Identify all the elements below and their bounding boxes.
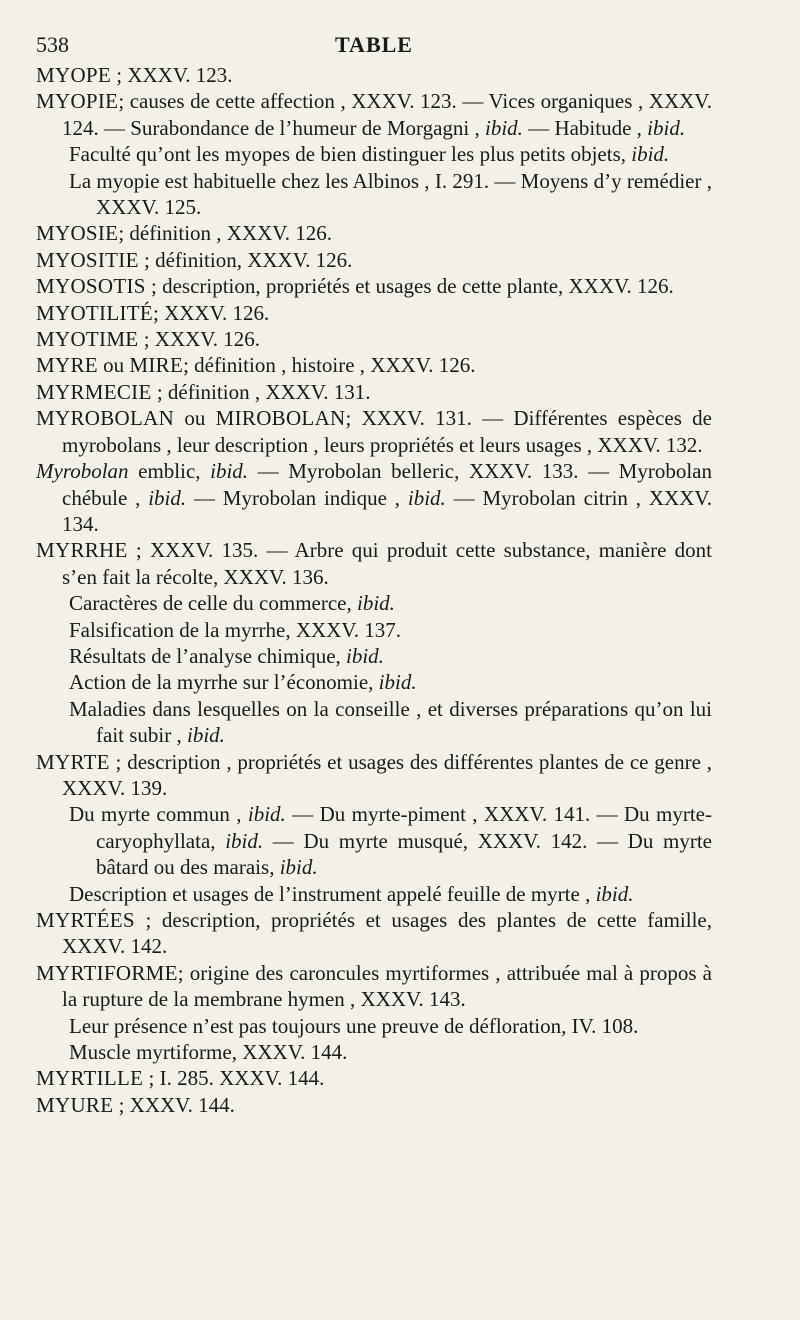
italic-text: ibid. [148,485,187,510]
index-entry [36,907,712,960]
entry-headword: MYROBOLAN [36,406,175,431]
index-subentry [36,643,712,669]
page-number: 538 [36,32,69,57]
index-entry [36,405,712,458]
italic-text: ibid. [631,142,670,167]
index-subentry [36,590,712,616]
entry-text: ; définition, XXXV. 126. [138,247,353,272]
entry-headword: MYRMECIE [36,379,152,404]
entry-headword: MYOSITIE [36,247,139,272]
entry-text: — Du myrte musqué, XXXV. 142. — Du myrte bâtard ou des marais, [96,828,712,880]
entry-headword: MYOTIME [36,327,139,352]
index-entry [36,62,712,88]
index-subentry [36,696,712,749]
entry-text: emblic, [128,459,211,484]
italic-text: ibid. [210,459,249,484]
italic-text: ibid. [378,670,417,695]
italic-text: ibid. [485,115,523,140]
entry-text: ; définition , histoire , XXXV. 126. [183,353,476,378]
entry-text: Description et usages de l’instrument appelé feuille de myrte , [69,881,596,906]
index-entry [36,273,712,299]
italic-text: ibid. [647,115,686,140]
entry-headword: MYRE [36,353,98,378]
entry-text: Leur présence n’est pas toujours une preuve de défloration, IV. 108. [69,1013,639,1038]
entry-text: — Du myrte-piment , XXXV. 141. — Du myrte-caryophyllata, [96,802,712,853]
index-subentry [36,141,712,167]
index-subentry [36,1039,712,1065]
italic-text: ibid. [225,828,264,853]
entry-text: ; XXXV. 126. [153,300,270,325]
entry-text: Action de la myrrhe sur l’économie, [69,670,379,695]
entry-text: ; XXXV. 135. — Arbre qui produit cette substance, manière dont s’en fait la récolte, XXXV. 136. [62,538,712,589]
entry-headword: MYRTE [36,749,110,774]
index-entry [36,247,712,273]
italic-text: ibid. [357,591,395,616]
index-subentry [36,1013,712,1039]
italic-text: Myrobolan [36,459,129,484]
entry-text: ; XXXV. 144. [113,1092,235,1117]
entry-text: Du myrte commun , [69,802,248,827]
entry-headword: MYOPIE [36,89,119,114]
index-subentry [36,881,712,907]
italic-text: ibid. [186,723,225,748]
entry-text: ; XXXV. 126. [138,327,260,352]
entry-headword: MYOPE [36,63,112,87]
entry-text: ou [174,406,216,431]
index-subentry [36,669,712,695]
italic-text: ibid. [279,855,318,880]
entry-text: ; causes de cette affection , XXXV. 123. — Vices organiques , XXXV. 124. — Surabondance de l’humeur de Morgagni , [62,89,712,140]
entry-text: Faculté qu’ont les myopes de bien distinguer les plus petits objets, [69,142,632,167]
entry-text: ; I. 285. XXXV. 144. [143,1066,325,1091]
entry-headword: MYRTIFORME [36,960,178,985]
index-entry [36,749,712,802]
index-entry [36,88,712,141]
entry-headword: MYRTILLE [36,1066,144,1091]
entry-text: Muscle myrtiforme, XXXV. 144. [69,1040,348,1065]
entry-text: Résultats de l’analyse chimique, [69,643,347,668]
entry-text: La myopie est habituelle chez les Albinos , I. 291. — Moyens d’y remédier , XXXV. 125. [69,168,712,220]
index-subentry [36,801,712,880]
entry-text: — Habitude , [522,115,648,140]
entry-text: ; XXXV. 123. [111,63,233,87]
entry-headword: MYOTILITÉ [36,300,154,325]
index-entry [36,352,712,378]
entry-text: Maladies dans lesquelles on la conseille , et diverses préparations qu’on lui fait subir , [69,696,712,748]
entry-text: ou [97,353,130,378]
entry-text: ; origine des caroncules myrtiformes , attribuée mal à propos à la rupture de la membrane hymen , XXXV. 143. [62,960,712,1012]
index-entry [36,458,712,537]
page-header [36,32,712,64]
index-entry [36,960,712,1013]
entry-headword: MYURE [36,1092,114,1117]
entry-text: — Myrobolan citrin , XXXV. 134. [62,485,713,536]
index-entry [36,1092,712,1118]
italic-text: ibid. [346,643,384,668]
entry-headword: MYRTÉES [36,908,135,932]
entry-text: — Myrobolan belleric, XXXV. 133. — Myrobolan chébule , [62,459,712,510]
italic-text: ibid. [247,802,286,827]
entry-text: — Myrobolan indique , [186,485,408,510]
entry-text: ; définition , XXXV. 126. [118,221,333,246]
entry-text: ; définition , XXXV. 131. [151,379,371,404]
index-entry [36,220,712,246]
entry-headword: MIROBOLAN [215,406,346,431]
entry-text: ; description, propriétés et usages des plantes de cette famille, XXXV. 142. [62,908,712,959]
entry-headword: MIRE [129,353,184,378]
entry-text: Caractères de celle du commerce, [69,591,358,616]
index-entry [36,379,712,405]
entry-text: ; description , propriétés et usages des différentes plantes de ce genre , XXXV. 139. [62,749,712,800]
index-subentry [36,617,712,643]
entry-headword: MYOSIE [36,221,119,246]
running-head: TABLE [335,32,413,57]
index-entries [36,62,712,1118]
index-entry [36,1065,712,1091]
italic-text: ibid. [407,485,446,510]
index-entry [36,326,712,352]
index-subentry [36,168,712,221]
italic-text: ibid. [595,881,634,906]
index-entry [36,537,712,590]
entry-text: Falsification de la myrrhe, XXXV. 137. [69,617,402,642]
entry-text: ; description, propriétés et usages de cette plante, XXXV. 126. [145,274,674,299]
entry-text: ; XXXV. 131. — Différentes espèces de myrobolans , leur description , leurs propriétés et leurs usages , XXXV. 132. [62,406,713,457]
index-entry [36,300,712,326]
entry-headword: MYRRHE [36,538,128,563]
entry-headword: MYOSOTIS [36,274,146,299]
